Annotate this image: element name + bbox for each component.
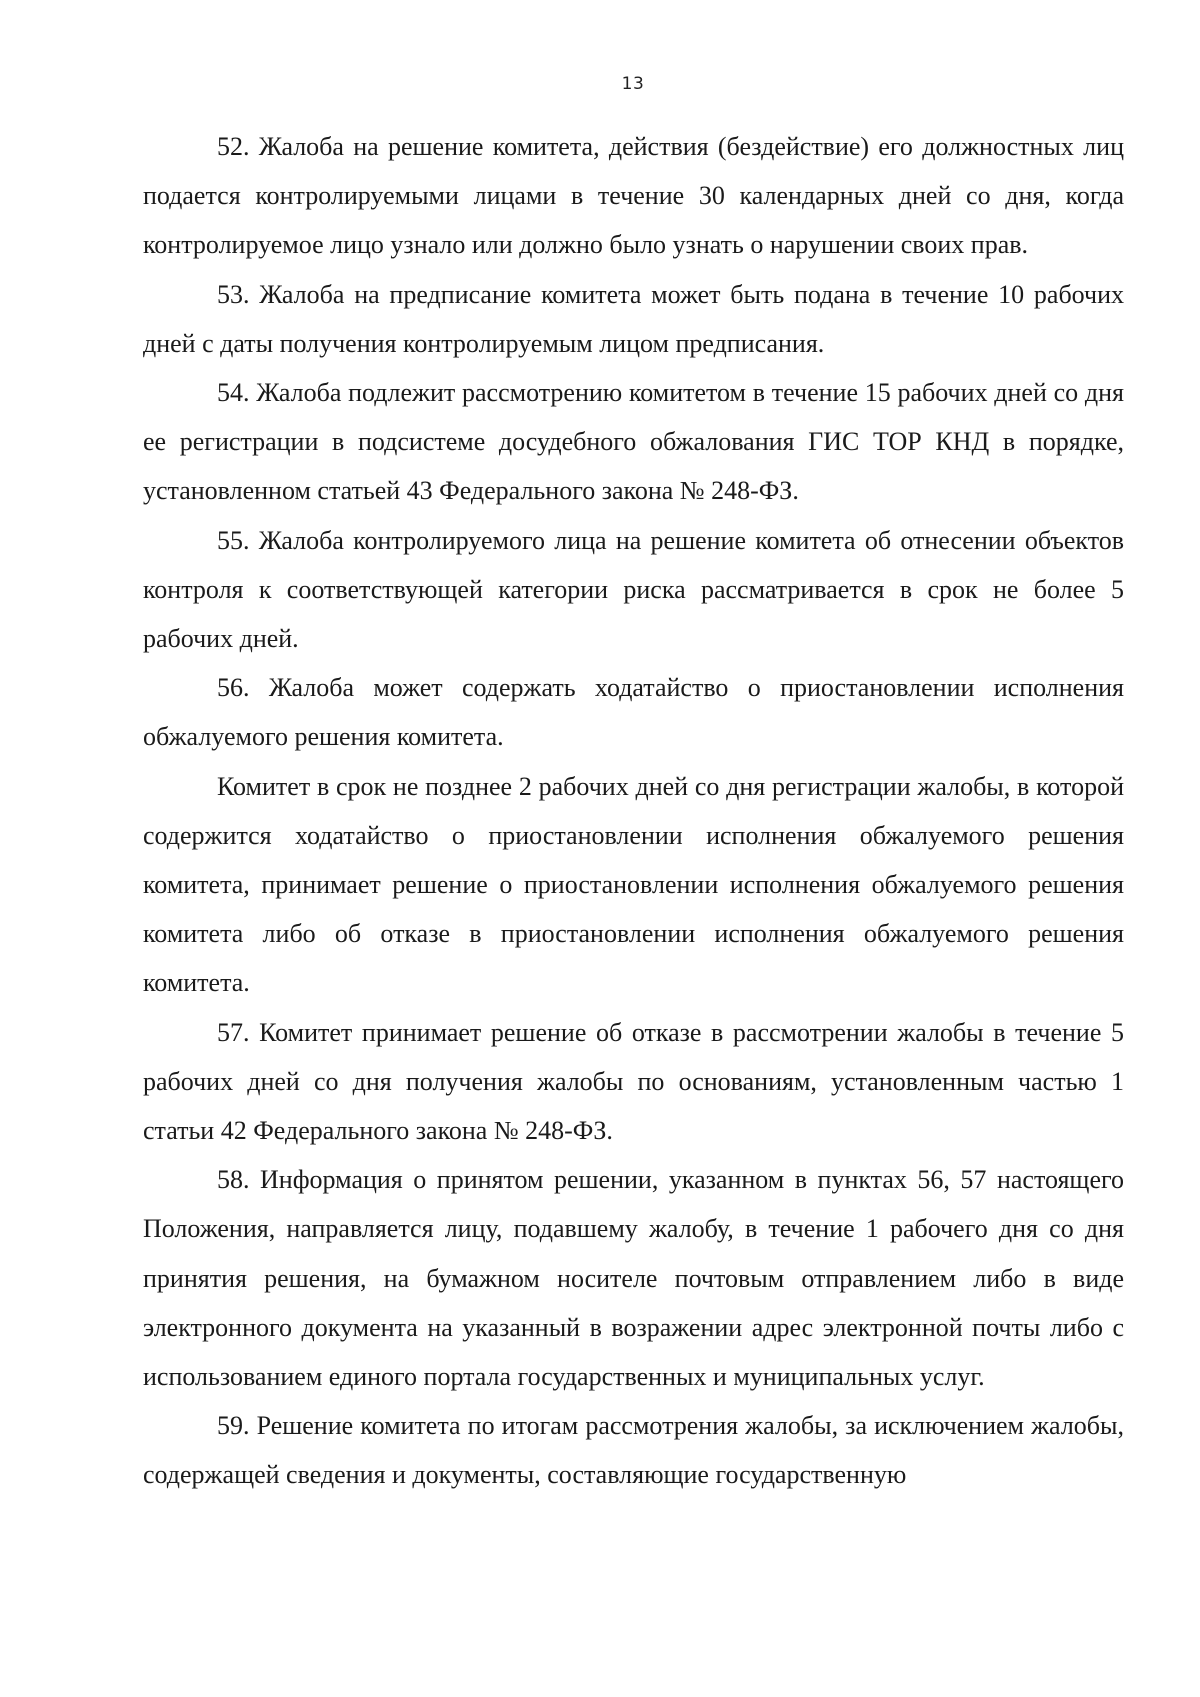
page-number: 13 — [621, 74, 645, 94]
paragraph-53: 53. Жалоба на предписание комитета может быть подана в течение 10 рабочих дней с даты получения контролируемым лицом предписания. — [143, 279, 1124, 358]
paragraph-54: 54. Жалоба подлежит рассмотрению комитетом в течение 15 рабочих дней со дня ее регистрации в подсистеме досудебного обжалования ГИС ТОР КНД в порядке, установленном статьей 43 Федерального закона № 248-ФЗ. — [143, 378, 1124, 506]
paragraph-58: 58. Информация о принятом решении, указанном в пунктах 56, 57 настоящего Положения, направляется лицу, подавшему жалобу, в течение 1 рабочего дня со дня принятия решения, на бумажном носителе почтовым отправлением либо в виде электронного документа на указанный в возражении адрес электронной почты либо с использованием единого портала государственных и муниципальных услуг. — [143, 1165, 1124, 1392]
paragraph-59: 59. Решение комитета по итогам рассмотрения жалобы, за исключением жалобы, содержащей сведения и документы, составляющие государственную — [143, 1411, 1124, 1490]
paragraph-55: 55. Жалоба контролируемого лица на решение комитета об отнесении объектов контроля к соответствующей категории риска рассматривается в срок не более 5 рабочих дней. — [143, 525, 1124, 654]
document-body — [143, 122, 1124, 1500]
paragraph-57: 57. Комитет принимает решение об отказе в рассмотрении жалобы в течение 5 рабочих дней со дня получения жалобы по основаниям, установленным частью 1 статьи 42 Федерального закона № 248-ФЗ. — [143, 1017, 1124, 1146]
paragraph-56-continuation: Комитет в срок не позднее 2 рабочих дней со дня регистрации жалобы, в которой содержится ходатайство о приостановлении исполнения обжалуемого решения комитета, принимает решение о приостановлении исполнения обжалуемого решения комитета либо об отказе в приостановлении исполнения обжалуемого решения комитета. — [143, 771, 1124, 998]
paragraph-56: 56. Жалоба может содержать ходатайство о приостановлении исполнения обжалуемого решения комитета. — [143, 673, 1124, 752]
paragraph-52: 52. Жалоба на решение комитета, действия (бездействие) его должностных лиц подается контролируемыми лицами в течение 30 календарных дней со дня, когда контролируемое лицо узнало или должно было узнать о нарушении своих прав. — [143, 132, 1124, 260]
